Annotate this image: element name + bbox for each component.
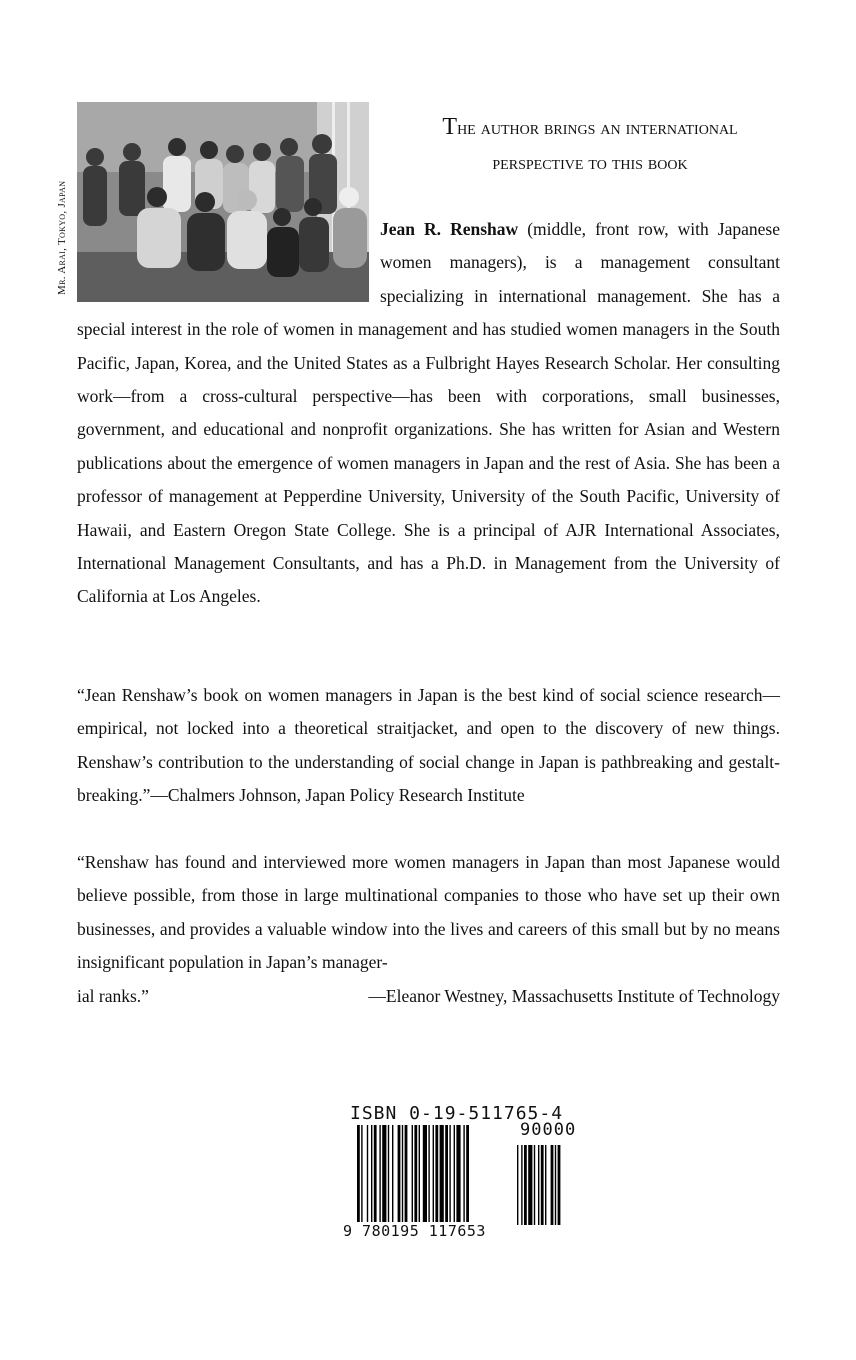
headline-initial: T bbox=[442, 114, 458, 140]
price-code: 90000 bbox=[520, 1120, 577, 1140]
ean-digits: 9 780195 117653 bbox=[343, 1222, 486, 1240]
headline bbox=[380, 110, 800, 180]
isbn-label: ISBN 0-19-511765-4 bbox=[350, 1103, 564, 1124]
quote-last-line: ial ranks.” bbox=[77, 985, 149, 1006]
author-bio bbox=[77, 213, 780, 614]
bio-text: (middle, front row, with Japanese women managers), is a management consultant specializing in international management. She has a special interest in the role of women in management and has studied women managers in the South Pacific, Japan, Korea, and the United States as a Fulbright Hayes Research Scholar. Her consulting work—from a cross-cultural perspective—has been with corporations, small businesses, government, and educational and nonprofit organizations. She has written for Asian and Western publications about the emergence of women managers in Japan and the rest of Asia. She has been a professor of management at Pepperdine University, University of the South Pacific, University of Hawaii, and Eastern Oregon State College. She is a principal of AJR International Associates, International Management Consultants, and has a Ph.D. in Management from the University of California at Los Angeles. bbox=[77, 219, 780, 607]
photo-credit: Mr. Arai, Tokyo, Japan bbox=[56, 180, 68, 295]
quote-attribution: —Eleanor Westney, Massachusetts Institute of Technology bbox=[368, 985, 780, 1006]
review-quote-johnson: “Jean Renshaw’s book on women managers in Japan is the best kind of social science research—empirical, not locked into a theoretical straitjacket, and open to the discovery of new things. Renshaw’s contribution to the understanding of social change in Japan is pathbreaking and gestalt-breaking.”—Chalmers Johnson, Japan Policy Research Institute bbox=[77, 685, 780, 806]
headline-line1: he author brings an international bbox=[457, 117, 738, 139]
barcode-icon bbox=[355, 1125, 590, 1237]
headline-line2: perspective to this book bbox=[492, 152, 688, 174]
review-quote-westney: “Renshaw has found and interviewed more women managers in Japan than most Japanese would believe possible, from those in large multinational companies to those who have set up their own businesses, and provides a valuable window into the lives and careers of this small but by no means insignificant population in Japan’s manager- ial ranks.” —Eleanor Westney, Massachusetts Institute of Technology bbox=[77, 846, 780, 1013]
author-name: Jean R. Renshaw bbox=[380, 219, 519, 239]
